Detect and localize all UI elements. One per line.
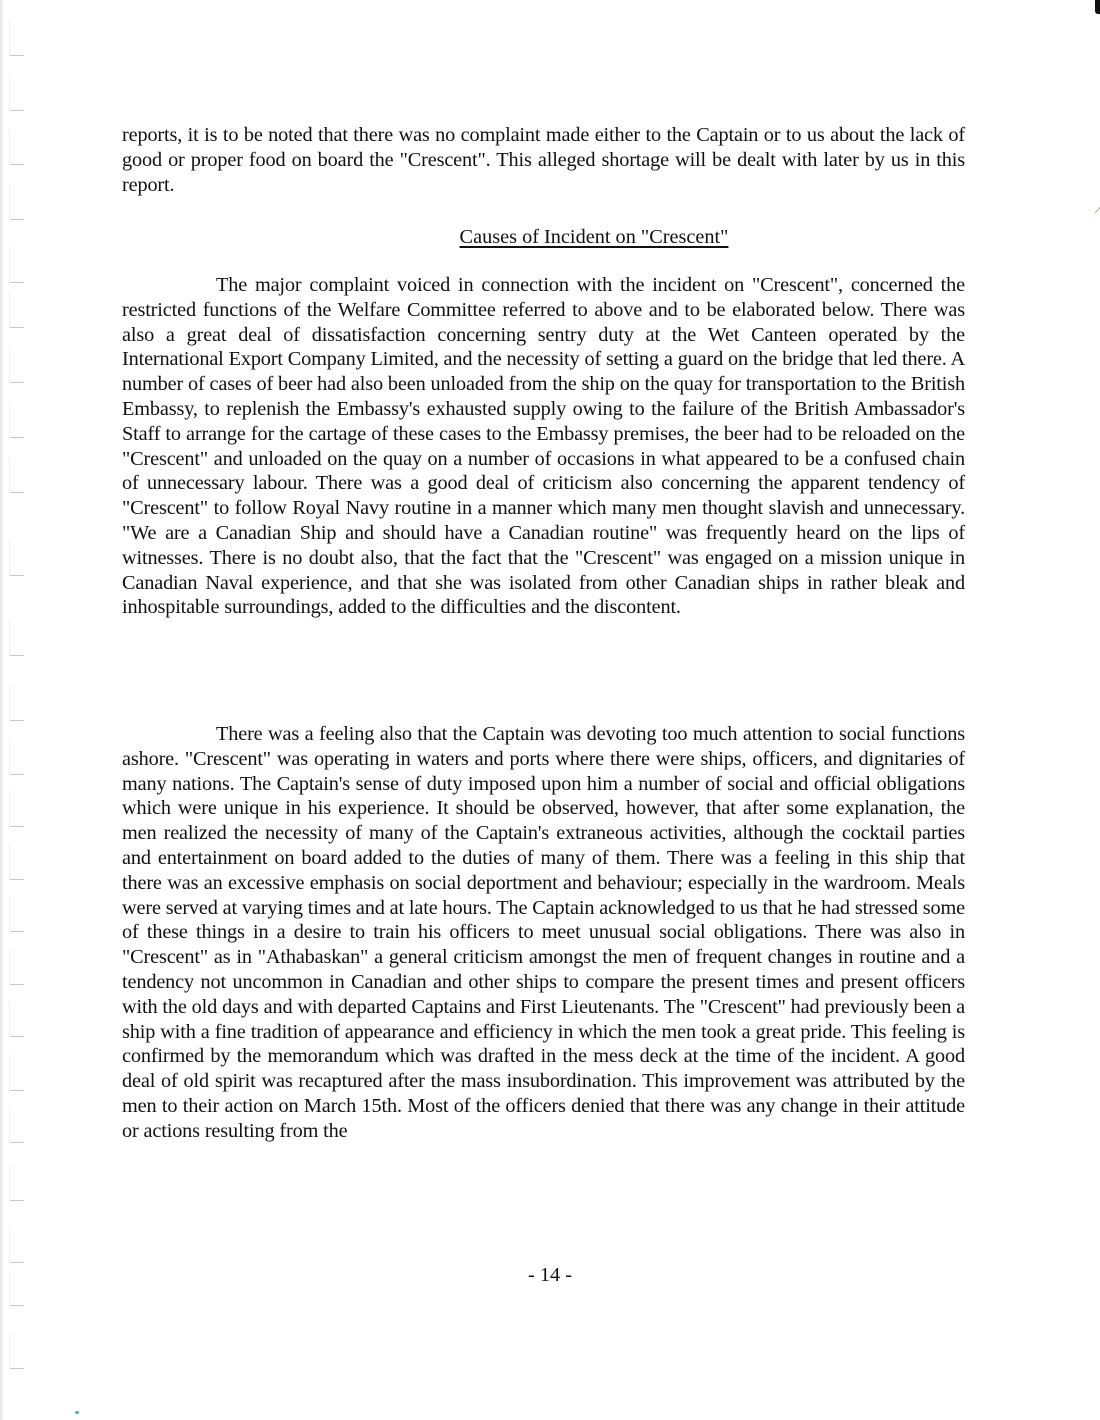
section-heading-text: Causes of Incident on "Crescent" bbox=[459, 226, 729, 248]
binder-tick-mark bbox=[9, 282, 24, 283]
binder-tick-mark bbox=[9, 1036, 24, 1037]
binder-tick-mark bbox=[9, 655, 24, 656]
binder-tick-mark bbox=[9, 879, 24, 880]
paragraph bbox=[122, 722, 965, 1144]
binder-tick-mark bbox=[9, 575, 24, 576]
paragraph-text: There was a feeling also that the Captain was devoting too much attention to social functions ashore. "Crescent" was operating in waters and ports where there were ships, officers, and dignitaries of many nations. The Captain's sense of duty imposed upon him a number of social and official obligations which were unique in his experience. It should be observed, however, that after some explanation, the men realized the necessity of many of the Captain's extraneous activities, although the cocktail parties and entertainment on board added to the duties of many of them. There was a feeling in this ship that there was an excessive emphasis on social deportment and behaviour; especially in the wardroom. Meals were served at varying times and at late hours. The Captain acknowledged to us that he had stressed some of these things in a desire to train his officers to meet unusual social obligations. There was also in "Crescent" as in "Athabaskan" a general criticism amongst the men of frequent changes in routine and a tendency not uncommon in Canadian and other ships to compare the present times and present officers with the old days and with departed Captains and First Lieutenants. The "Crescent" had previously been a ship with a fine tradition of appearance and efficiency in which the men took a great pride. This feeling is confirmed by the memorandum which was drafted in the mess deck at the time of the incident. A good deal of old spirit was recaptured after the mass insubordination. This improvement was attributed by the men to their action on March 15th. Most of the officers denied that there was any change in their attitude or actions resulting from the bbox=[122, 723, 965, 1142]
paragraph-text: The major complaint voiced in connection with the incident on "Crescent", concerned the restricted functions of the Welfare Committee referred to above and to be elaborated below. There was also a great deal of dissatisfaction concerning sentry duty at the Wet Canteen operated by the International Export Company Limited, and the necessity of setting a guard on the bridge that led there. A number of cases of beer had also been unloaded from the ship on the quay for transportation to the British Embassy, to replenish the Embassy's exhausted supply owing to the failure of the British Ambassador's Staff to arrange for the cartage of these cases to the Embassy premises, the beer had to be reloaded on the "Crescent" and unloaded on the quay on a number of occasions in what appeared to be a confused chain of unnecessary labour. There was a good deal of criticism also concerning the apparent tendency of "Crescent" to follow Royal Navy routine in a manner which many men thought slavish and unnecessary. "We are a Canadian Ship and should have a Canadian routine" was frequently heard on the lips of witnesses. There is no doubt also, that the fact that the "Crescent" was engaged on a mission unique in Canadian Naval experience, and that she was isolated from other Canadian ships in rather bleak and inhospitable surroundings, added to the difficulties and the discontent. bbox=[122, 274, 966, 619]
binder-tick-mark bbox=[9, 55, 24, 56]
binder-tick-mark bbox=[9, 1090, 24, 1091]
binder-tick-mark bbox=[9, 774, 24, 775]
paragraph bbox=[122, 123, 965, 197]
binder-tick-mark bbox=[9, 720, 24, 721]
binder-tick-mark bbox=[9, 1142, 24, 1143]
section-heading bbox=[0, 225, 1100, 250]
binder-tick-mark bbox=[9, 327, 24, 328]
binder-tick-mark bbox=[9, 437, 24, 438]
stray-ink-dot bbox=[75, 1411, 79, 1414]
binder-tick-mark bbox=[9, 1200, 24, 1201]
binder-tick-mark bbox=[9, 382, 24, 383]
binder-tick-mark bbox=[9, 826, 24, 827]
binder-tick-mark bbox=[9, 1305, 24, 1306]
paragraph bbox=[122, 273, 965, 620]
paragraph-text: reports, it is to be noted that there was no complaint made either to the Captain or to us about the lack of good or proper food on board the "Crescent". This alleged shortage will be dealt with later by us in this report. bbox=[122, 124, 965, 196]
binder-tick-mark bbox=[9, 219, 24, 220]
scan-left-edge bbox=[0, 0, 4, 1420]
binder-tick-mark bbox=[9, 164, 24, 165]
binder-tick-mark bbox=[9, 931, 24, 932]
binder-tick-mark bbox=[9, 492, 24, 493]
binder-tick-mark bbox=[9, 1262, 24, 1263]
binder-tick-mark bbox=[9, 110, 24, 111]
scan-corner-mark bbox=[1095, 0, 1100, 14]
binder-tick-mark bbox=[9, 984, 24, 985]
stray-pen-mark bbox=[1095, 204, 1100, 214]
binder-tick-mark bbox=[9, 1368, 24, 1369]
page-number: - 14 - bbox=[528, 1264, 572, 1286]
